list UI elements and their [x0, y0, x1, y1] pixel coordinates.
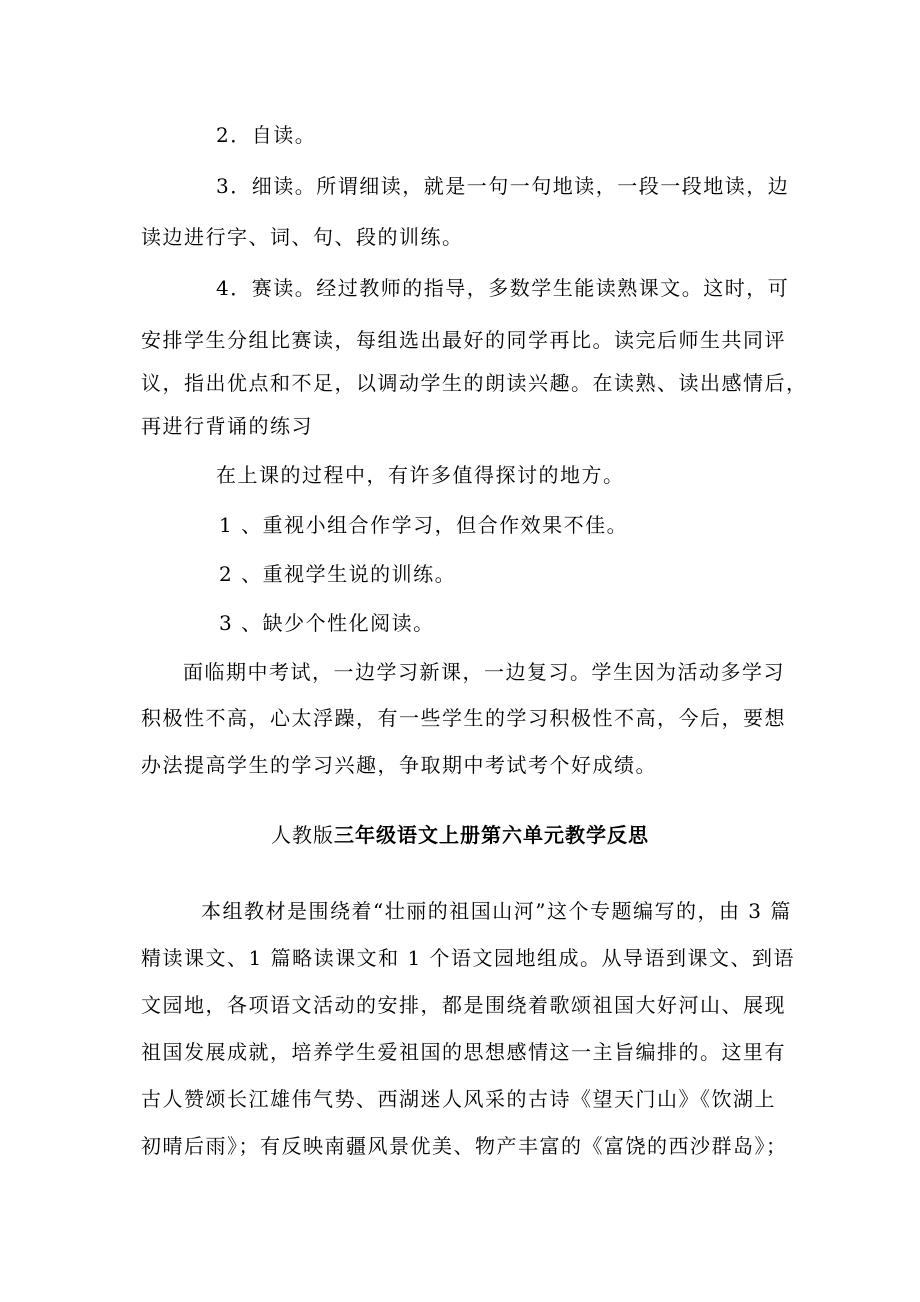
list-item: 1 、重视小组合作学习，但合作效果不佳。 — [219, 513, 629, 537]
paragraph-line: 积极性不高，心太浮躁，有一些学生的学习积极性不高，今后，要想 — [141, 706, 786, 730]
paragraph-line: 文园地，各项语文活动的安排，都是围绕着歌颂祖国大好河山、展现 — [141, 993, 786, 1017]
paragraph-line: 2．自读。 — [216, 123, 317, 147]
paragraph-line: 初晴后雨》；有反映南疆风景优美、物产丰富的《富饶的西沙群岛》； — [141, 1134, 788, 1158]
section-title — [0, 822, 920, 848]
paragraph-line: 安排学生分组比赛读，每组选出最好的同学再比。读完后师生共同评 — [141, 328, 786, 352]
paragraph-line: 古人赞颂长江雄伟气势、西湖迷人风采的古诗《望天门山》《饮湖上 — [141, 1087, 776, 1111]
title-main: 三年级语文上册第六单元教学反思 — [334, 823, 649, 847]
paragraph-line: 4．赛读。经过教师的指导，多数学生能读熟课文。这时，可 — [216, 276, 790, 300]
paragraph-line: 精读课文、1 篇略读课文和 1 个语文园地组成。从导语到课文、到语 — [141, 946, 796, 970]
paragraph-line: 3．细读。所谓细读，就是一句一句地读，一段一段地读，边 — [216, 174, 790, 198]
paragraph-line: 面临期中考试，一边学习新课，一边复习。学生因为活动多学习 — [183, 660, 785, 684]
paragraph-line: 再进行背诵的练习 — [141, 414, 313, 438]
title-prefix: 人教版 — [271, 823, 334, 847]
paragraph-line: 本组教材是围绕着“壮丽的祖国山河”这个专题编写的，由 3 篇 — [201, 899, 792, 923]
paragraph-line: 读边进行字、词、句、段的训练。 — [141, 225, 464, 249]
paragraph-line: 祖国发展成就，培养学生爱祖国的思想感情这一主旨编排的。这里有 — [141, 1040, 786, 1064]
paragraph-line: 在上课的过程中，有许多值得探讨的地方。 — [216, 463, 625, 487]
paragraph-line: 办法提高学生的学习兴趣，争取期中考试考个好成绩。 — [141, 753, 657, 777]
paragraph-line: 议，指出优点和不足，以调动学生的朗读兴趣。在读熟、读出感情后， — [141, 371, 808, 395]
list-item: 2 、重视学生说的训练。 — [219, 562, 457, 586]
list-item: 3 、缺少个性化阅读。 — [219, 611, 435, 635]
